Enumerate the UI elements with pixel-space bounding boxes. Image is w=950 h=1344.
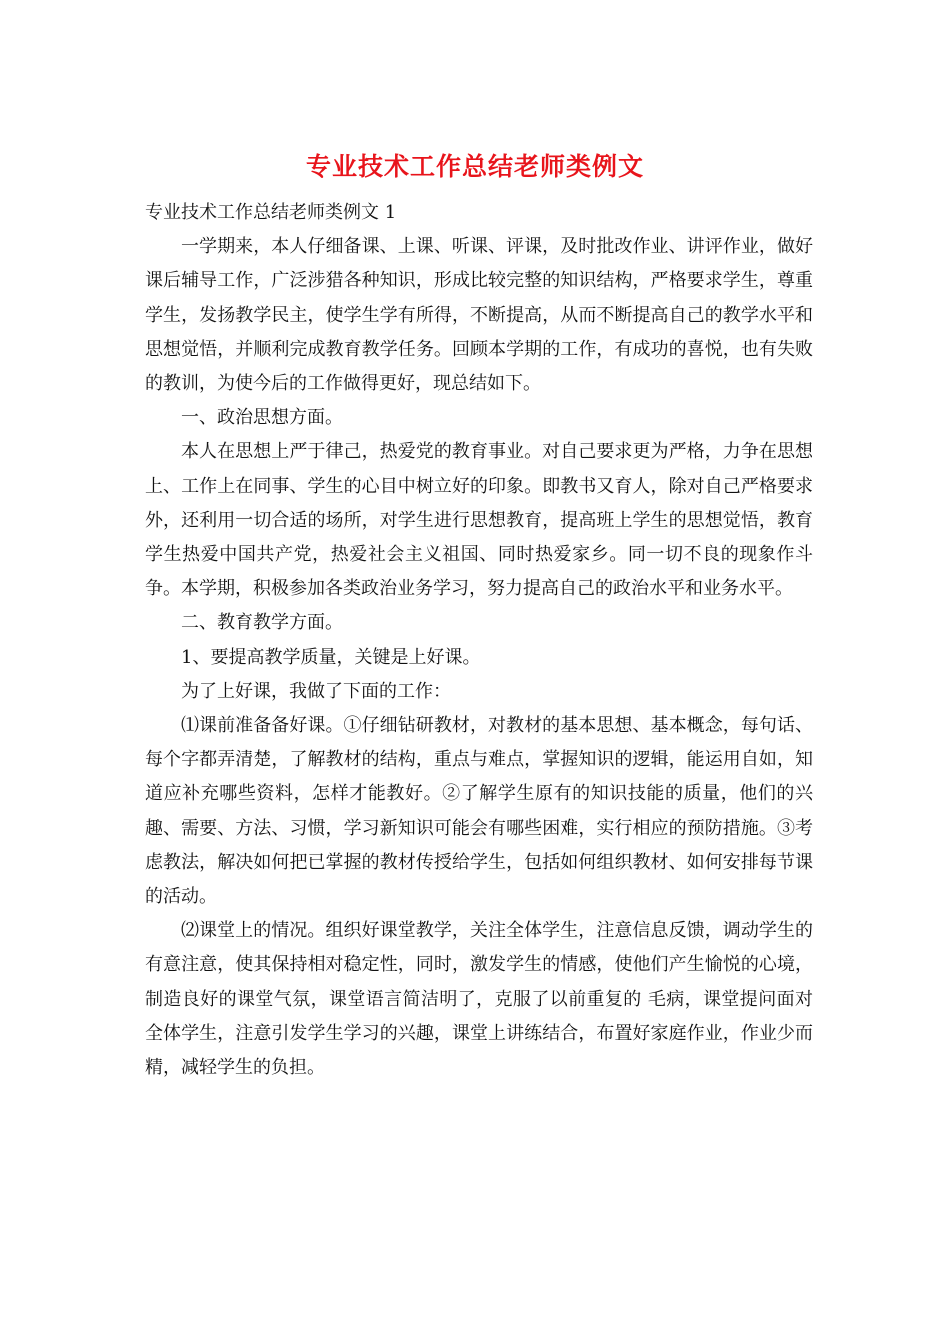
intro-paragraph: 一学期来，本人仔细备课、上课、听课、评课，及时批改作业、讲评作业，做好课后辅导工作，广泛涉猎各种知识，形成比较完整的知识结构，严格要求学生，尊重学生，发扬教学民主，使学生学有所得，不断提高，从而不断提高自己的教学水平和思想觉悟，并顺利完成教育教学任务。回顾本学期的工作，有成功的喜悦，也有失败的教训，为使今后的工作做得更好，现总结如下。 xyxy=(145,236,813,395)
lead-in-line: 为了上好课，我做了下面的工作： xyxy=(181,680,451,702)
document-body xyxy=(145,196,813,1085)
document-title: 专业技术工作总结老师类例文 xyxy=(305,152,644,181)
section-heading-politics: 一、政治思想方面。 xyxy=(181,407,343,429)
section-heading-teaching: 二、教育教学方面。 xyxy=(181,612,343,634)
subsection-heading: 1、要提高教学质量，关键是上好课。 xyxy=(181,646,481,668)
politics-paragraph: 本人在思想上严于律己，热爱党的教育事业。对自己要求更为严格，力争在思想上、工作上在同事、学生的心目中树立好的印象。即教书又育人，除对自己严格要求外，还利用一切合适的场所，对学生进行思想教育，提高班上学生的思想觉悟，教育学生热爱中国共产党，热爱社会主义祖国、同时热爱家乡。同一切不良的现象作斗争。本学期，积极参加各类政治业务学习，努力提高自己的政治水平和业务水平。 xyxy=(145,441,813,600)
classroom-paragraph: ⑵课堂上的情况。组织好课堂教学，关注全体学生，注意信息反馈，调动学生的有意注意，使其保持相对稳定性，同时，激发学生的情感，使他们产生愉悦的心境，制造良好的课堂气氛，课堂语言简洁明了，克服了以前重复的 毛病，课堂提问面对全体学生，注意引发学生学习的兴趣，课堂上讲练结合，布置好家庭作业，作业少而精，减轻学生的负担。 xyxy=(145,920,813,1079)
preparation-paragraph: ⑴课前准备备好课。①仔细钻研教材，对教材的基本思想、基本概念，每句话、每个字都弄清楚，了解教材的结构，重点与难点，掌握知识的逻辑，能运用自如，知道应补充哪些资料，怎样才能教好。②了解学生原有的知识技能的质量，他们的兴趣、需要、方法、习惯，学习新知识可能会有哪些困难，实行相应的预防措施。③考虑教法，解决如何把已掌握的教材传授给学生，包括如何组织教材、如何安排每节课的活动。 xyxy=(145,715,813,908)
section-heading: 专业技术工作总结老师类例文 1 xyxy=(145,202,397,223)
